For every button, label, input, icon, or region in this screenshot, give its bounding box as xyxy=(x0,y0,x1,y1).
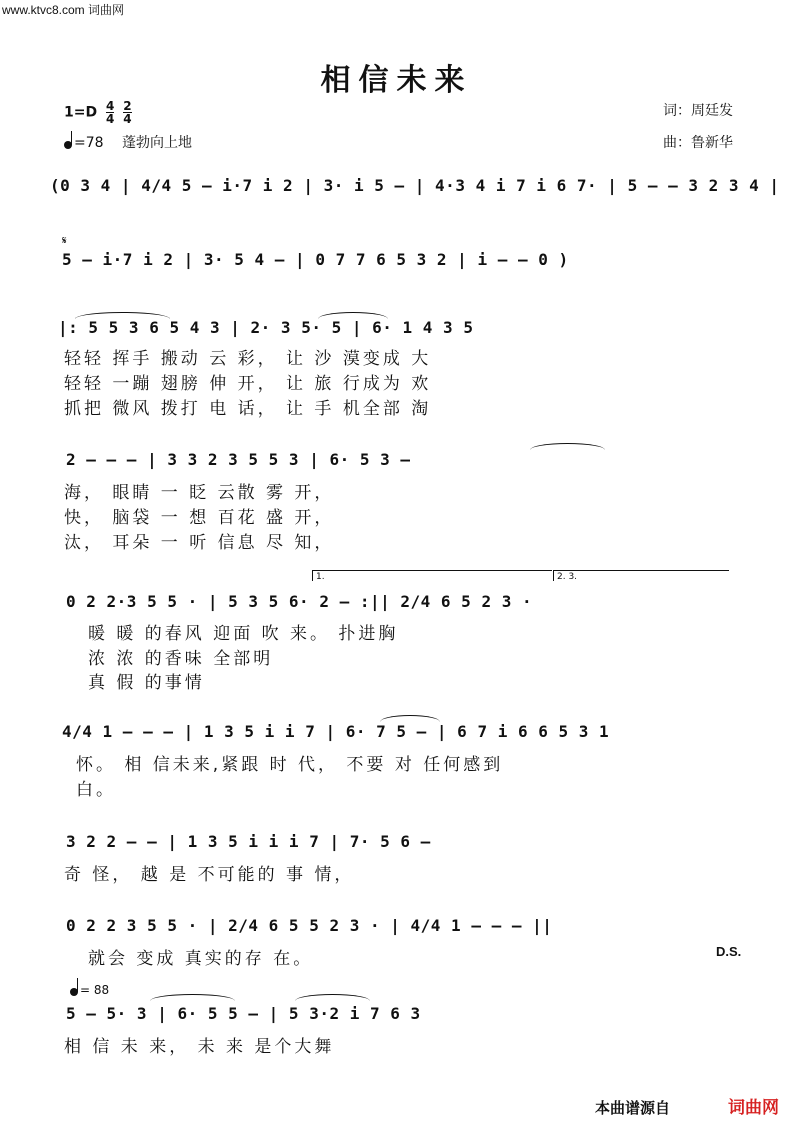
lyric-line: 海， 眼睛 一 眨 云散 雾 开， xyxy=(64,483,335,503)
time-signature-2-4: $\frac{2}{4}$ xyxy=(123,99,132,126)
lyric-line: 真 假 的事情 xyxy=(88,673,205,693)
lyric-line: 轻轻 挥手 搬动 云 彩， 让 沙 漠变成 大 xyxy=(64,349,432,369)
score-row-intro-1: (0 3 4 | 4/4 5 – i·7 i 2 | 3· i 5 – | 4·3 4 i 7 i 6 7· | 5 – – 3 2 3 4 | xyxy=(50,176,780,195)
lyric-line: 就会 变成 真实的存 在。 xyxy=(88,949,314,969)
lyric-line: 抓把 微风 拨打 电 话， 让 手 机全部 淘 xyxy=(64,399,432,419)
lyric-line: 浓 浓 的香味 全部明 xyxy=(88,649,274,669)
site-watermark: www.ktvc8.com 词曲网 xyxy=(2,3,125,17)
dal-segno-marking: D.S. xyxy=(716,944,742,959)
score-row-chorus-3: 0 2 2 3 5 5 · | 2/4 6 5 5 2 3 · | 4/4 1 – – – || xyxy=(66,916,553,935)
lyric-line: 怀。 相 信未来,紧跟 时 代， 不要 对 任何感到 xyxy=(76,755,504,775)
source-label: 本曲谱源自 xyxy=(594,1099,670,1117)
volta-first-ending: 1. xyxy=(312,570,552,581)
key-signature xyxy=(64,100,132,125)
tempo-value: =78 xyxy=(74,135,104,151)
slur xyxy=(530,443,605,450)
site-logo: 词曲网 xyxy=(728,1098,779,1118)
tempo-marking xyxy=(64,132,192,152)
score-row-chorus-1: 4/4 1 – – – | 1 3 5 i i 7 | 6· 7 5 – | 6 7 i 6 6 5 3 1 xyxy=(62,722,610,741)
lyric-line: 轻轻 一蹦 翅膀 伸 开， 让 旅 行成为 欢 xyxy=(64,374,432,394)
quarter-note-icon xyxy=(70,988,78,996)
score-row-verse-1: |: 5 5 3 6 5 4 3 | 2· 3 5· 5 | 6· 1 4 3 5 xyxy=(58,318,474,337)
slur xyxy=(150,994,235,1001)
lyricist: 词：周廷发 xyxy=(663,103,733,119)
lyric-line: 奇 怪， 越 是 不可能的 事 情， xyxy=(64,865,355,885)
lyric-line: 汰， 耳朵 一 听 信息 尽 知， xyxy=(64,533,335,553)
song-title: 相信未来 xyxy=(320,63,473,98)
score-row-verse-2: 2 – – – | 3 3 2 3 5 5 3 | 6· 5 3 – xyxy=(66,450,411,469)
lyric-line: 相 信 未 来， 未 来 是个大舞 xyxy=(64,1037,335,1057)
tempo-marking-2 xyxy=(70,983,109,997)
lyric-line: 白。 xyxy=(76,780,116,800)
volta-second-ending: 2. 3. xyxy=(553,570,729,581)
time-signature-4-4: $\frac{4}{4}$ xyxy=(105,99,115,126)
composer: 曲：鲁新华 xyxy=(663,135,733,151)
key-label: 1=D xyxy=(64,104,98,121)
slur xyxy=(75,312,170,319)
quarter-note-icon xyxy=(64,141,72,149)
segno-icon: 𝄋 xyxy=(62,234,67,247)
score-row-coda: 5 – 5· 3 | 6· 5 5 – | 5 3·2 i 7 6 3 xyxy=(66,1004,421,1023)
score-row-pre-chorus: 0 2 2·3 5 5 · | 5 3 5 6· 2 – :|| 2/4 6 5 2 3 · xyxy=(66,592,533,611)
slur xyxy=(295,994,370,1001)
score-row-intro-2: 5 – i·7 i 2 | 3· 5 4 – | 0 7 7 6 5 3 2 | i – – 0 ) xyxy=(62,250,569,269)
score-row-chorus-2: 3 2 2 – – | 1 3 5 i i i 7 | 7· 5 6 – xyxy=(66,832,431,851)
slur xyxy=(318,312,388,319)
lyric-line: 暖 暖 的春风 迎面 吹 来。 扑进胸 xyxy=(88,624,399,644)
tempo-value: = 88 xyxy=(80,983,110,997)
slur xyxy=(380,715,440,722)
lyric-line: 快， 脑袋 一 想 百花 盛 开， xyxy=(64,508,335,528)
expression-text: 蓬勃向上地 xyxy=(122,135,192,151)
